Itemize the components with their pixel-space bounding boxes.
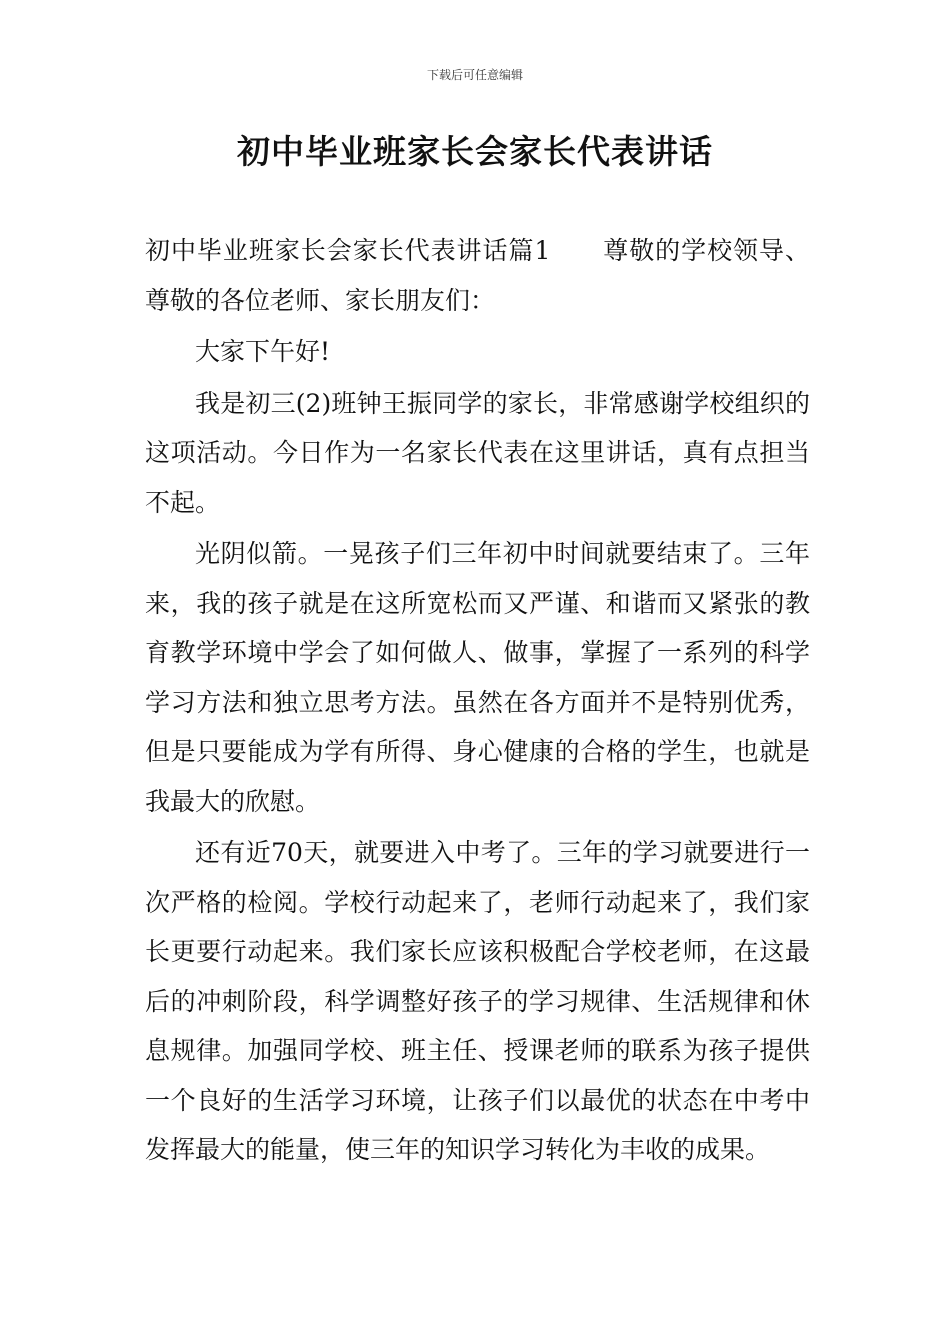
document-body [145, 226, 810, 1175]
paragraph-heading-salutation: 初中毕业班家长会家长代表讲话篇1 尊敬的学校领导、尊敬的各位老师、家长朋友们： [145, 236, 810, 315]
header-note: 下载后可任意编辑 [426, 68, 523, 82]
paragraph-greeting: 大家下午好! [195, 337, 331, 366]
paragraph-exam-preparation: 还有近70天，就要进入中考了。三年的学习就要进行一次严格的检阅。学校行动起来了，老师行动起来了，我们家长更要行动起来。我们家长应该积极配合学校老师，在这最后的冲刺阶段，科学调整好孩子的学习规律、生活规律和休息规律。加强同学校、班主任、授课老师的联系为孩子提供一个良好的生活学习环境，让孩子们以最优的状态在中考中发挥最大的能量，使三年的知识学习转化为丰收的成果。 [145, 838, 810, 1164]
paragraph-introduction: 我是初三(2)班钟王振同学的家长，非常感谢学校组织的这项活动。今日作为一名家长代表在这里讲话，真有点担当不起。 [145, 388, 810, 517]
document-title: 初中毕业班家长会家长代表讲话 [237, 132, 713, 171]
paragraph-reflection: 光阴似箭。一晃孩子们三年初中时间就要结束了。三年来，我的孩子就是在这所宽松而又严谨、和谐而又紧张的教育教学环境中学会了如何做人、做事，掌握了一系列的科学学习方法和独立思考方法。虽然在各方面并不是特别优秀，但是只要能成为学有所得、身心健康的合格的学生，也就是我最大的欣慰。 [145, 539, 810, 816]
